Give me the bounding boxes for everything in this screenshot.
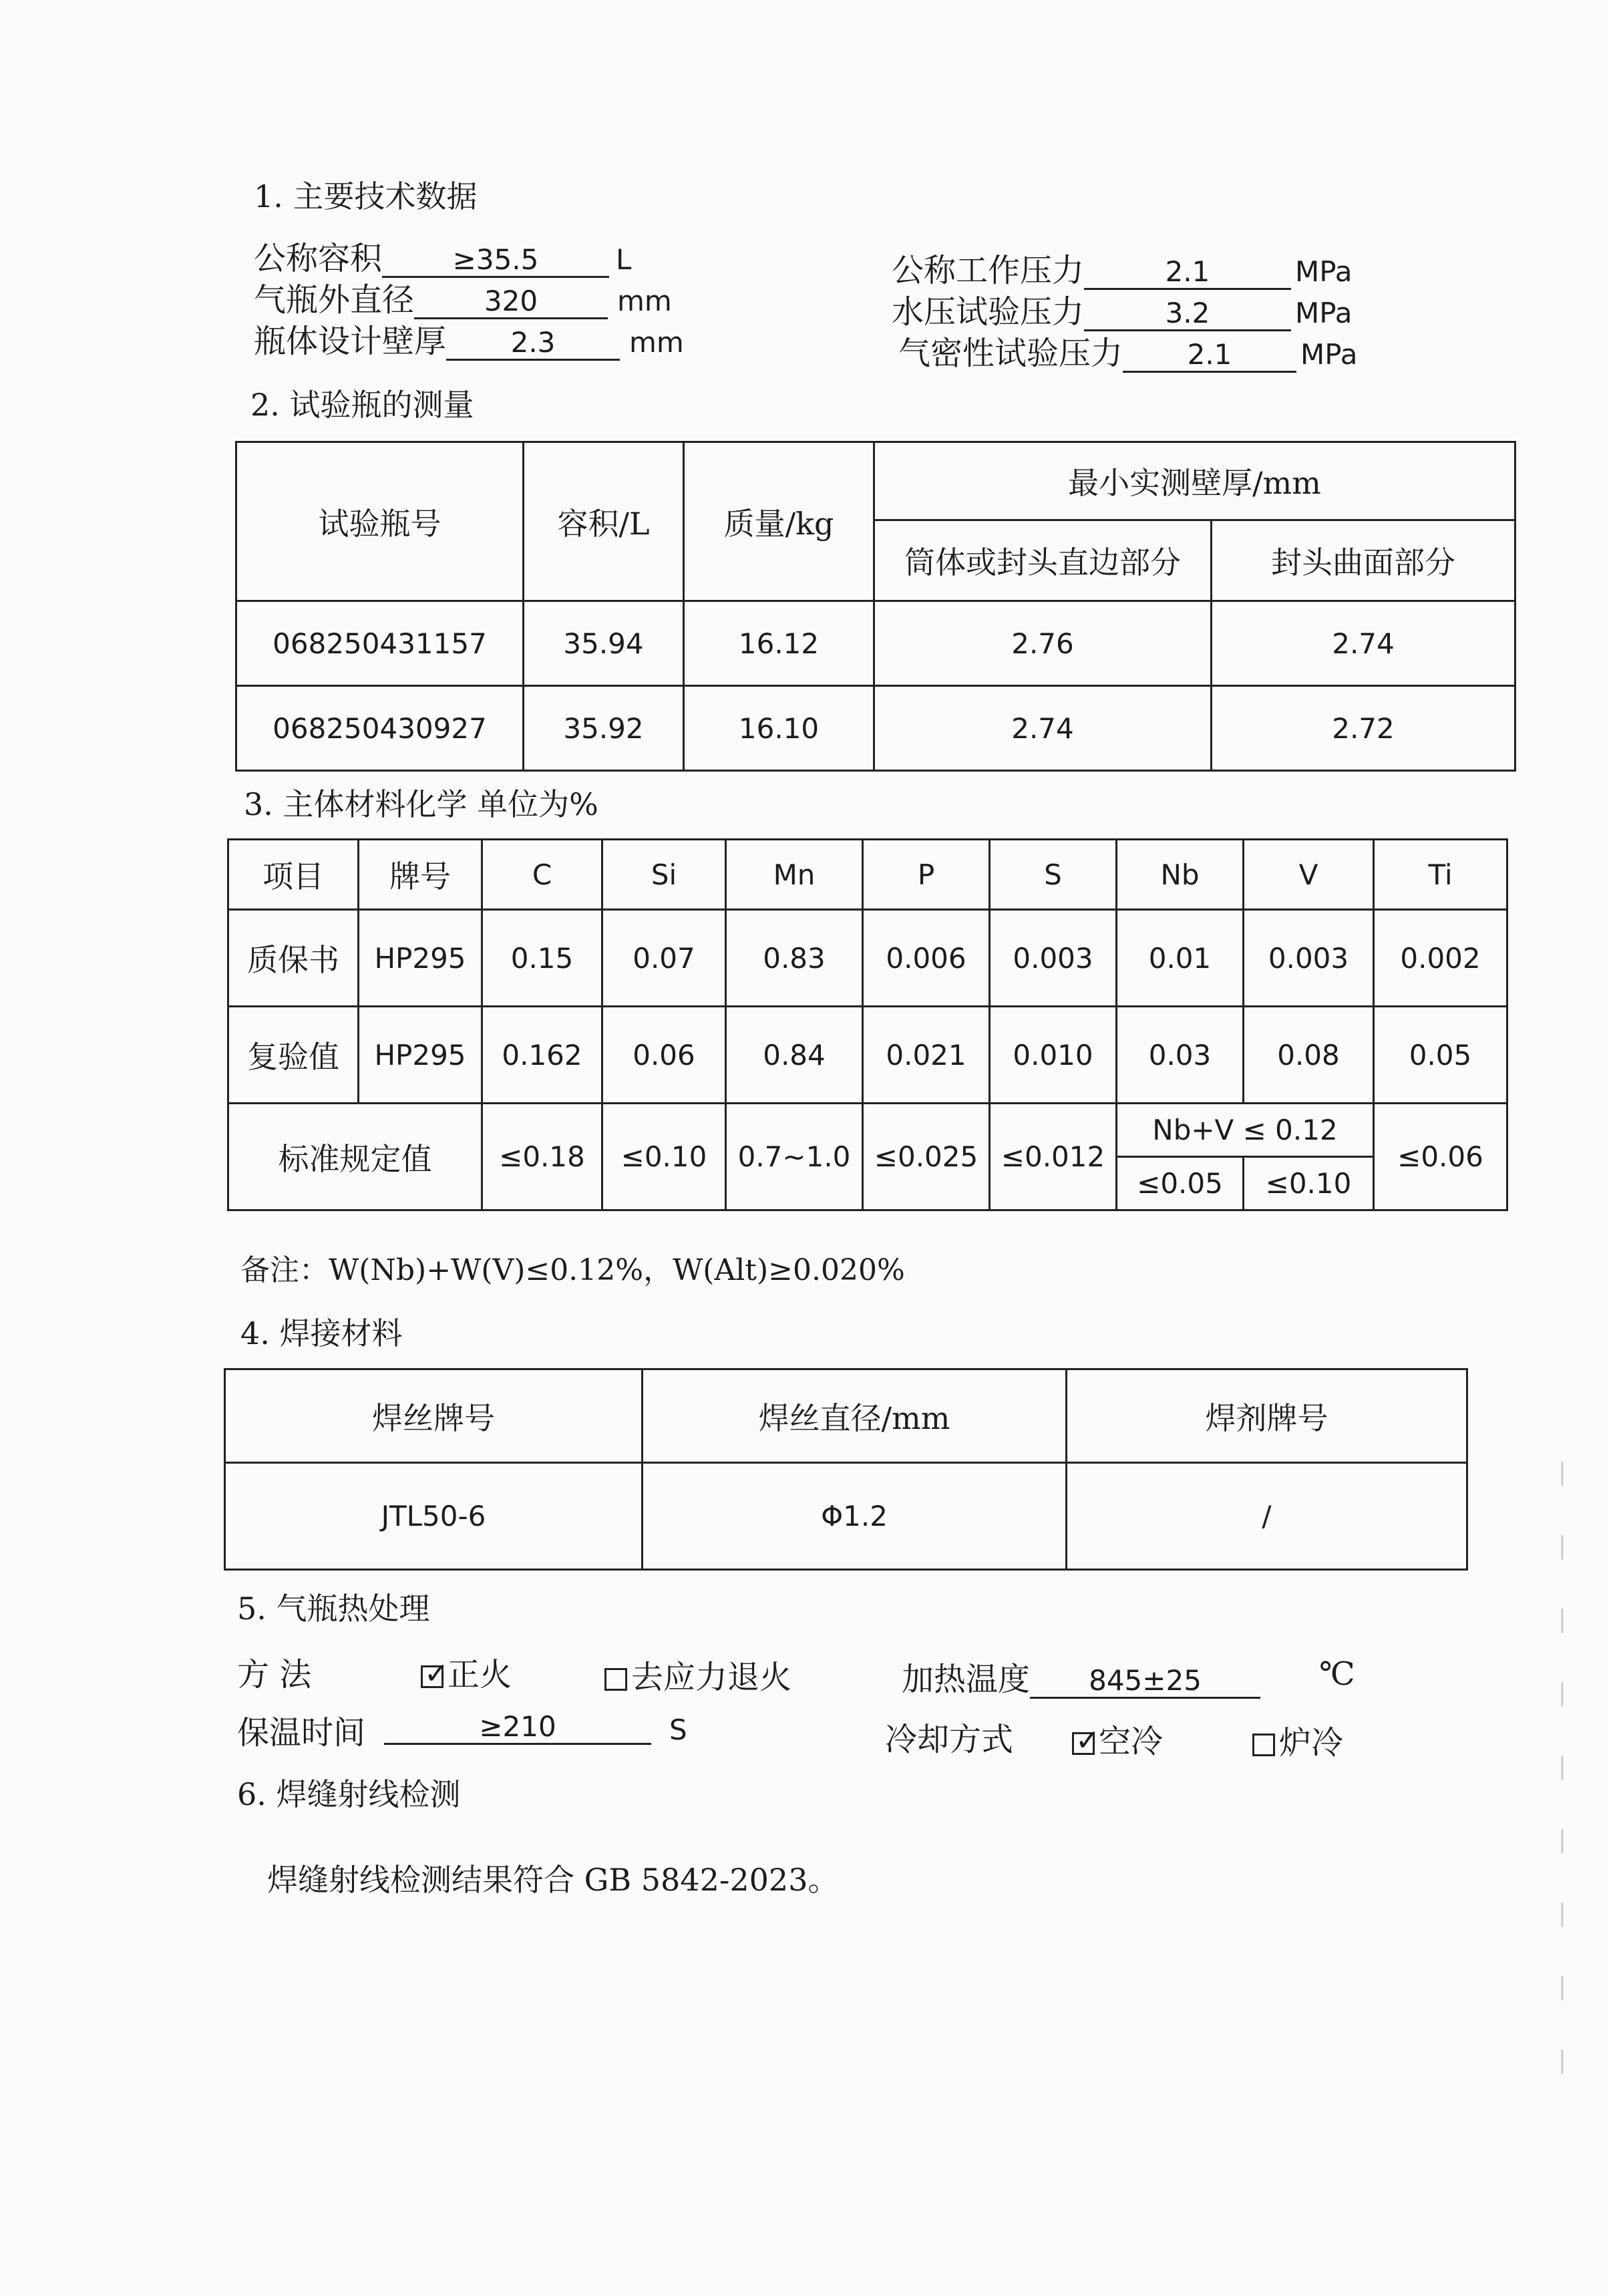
chemistry-note: 备注：W(Nb)+W(V)≤0.12%，W(Alt)≥0.020% — [240, 1253, 905, 1287]
cell-cylinder-wall: 2.74 — [874, 686, 1212, 771]
spec-unit: mm — [629, 326, 684, 359]
header-p: P — [863, 840, 990, 910]
chemistry-table — [227, 838, 1508, 1211]
cell-flux-grade: / — [1067, 1463, 1467, 1570]
spec-label: 气瓶外直径 — [254, 281, 415, 319]
spec-value: 2.1 — [1084, 255, 1291, 290]
spec-label: 气密性试验压力 — [898, 335, 1123, 372]
cell-std-ti: ≤0.06 — [1374, 1104, 1507, 1210]
heating-temp — [902, 1653, 1260, 1699]
cell-std-mn: 0.7~1.0 — [726, 1104, 863, 1210]
option-label: 炉冷 — [1279, 1724, 1344, 1762]
cell-standard-label: 标准规定值 — [228, 1104, 482, 1210]
hold-value: ≥210 — [384, 1710, 651, 1745]
spec-outer-diameter — [254, 274, 672, 320]
section-6-title: 6. 焊缝射线检测 — [237, 1776, 461, 1812]
section-1-title: 1. 主要技术数据 — [254, 178, 478, 214]
section-4-title: 4. 焊接材料 — [240, 1315, 403, 1351]
cell-head-wall: 2.72 — [1212, 686, 1515, 771]
table-row — [236, 601, 1515, 686]
option-normalize — [421, 1649, 512, 1695]
cell-wire-grade: JTL50-6 — [225, 1463, 643, 1570]
cell-s: 0.010 — [990, 1007, 1117, 1104]
header-grade: 牌号 — [359, 840, 482, 910]
checkbox-icon — [1252, 1734, 1275, 1756]
header-mass: 质量/kg — [684, 442, 874, 601]
cell-volume: 35.92 — [524, 686, 684, 771]
temp-unit: ℃ — [1319, 1655, 1355, 1693]
scan-bleed-marks: | | | | | | | | | — [1558, 1459, 1567, 2074]
hold-unit: S — [669, 1713, 687, 1746]
cell-std-p: ≤0.025 — [863, 1104, 990, 1210]
header-flux-grade: 焊剂牌号 — [1067, 1369, 1467, 1463]
cell-grade: HP295 — [359, 1007, 482, 1104]
header-wire-diameter: 焊丝直径/mm — [643, 1369, 1067, 1463]
method-label: 方 法 — [237, 1656, 312, 1693]
cell-mass: 16.12 — [684, 601, 874, 686]
option-label: 去应力退火 — [631, 1659, 792, 1696]
spec-label: 瓶体设计壁厚 — [254, 323, 447, 360]
cell-ti: 0.002 — [1374, 910, 1507, 1007]
header-volume: 容积/L — [524, 442, 684, 601]
checkbox-checked-icon — [1072, 1732, 1095, 1755]
spec-wall-thickness — [254, 315, 684, 361]
section-5-title: 5. 气瓶热处理 — [237, 1591, 430, 1627]
cell-std-v: ≤0.10 — [1244, 1157, 1374, 1210]
table-row — [236, 686, 1515, 771]
cell-si: 0.06 — [602, 1007, 726, 1104]
spec-value: 2.1 — [1123, 338, 1296, 373]
header-s: S — [990, 840, 1117, 910]
table-row — [225, 1463, 1467, 1570]
cell-std-nb: ≤0.05 — [1117, 1157, 1244, 1210]
table-row — [228, 910, 1507, 1007]
option-air-cool — [1072, 1715, 1163, 1762]
cell-p: 0.006 — [863, 910, 990, 1007]
cell-cylinder-wall: 2.76 — [874, 601, 1212, 686]
cooling-label: 冷却方式 — [885, 1721, 1014, 1758]
option-label: 空冷 — [1099, 1723, 1164, 1760]
spec-unit: L — [616, 243, 632, 276]
option-stress-relief — [604, 1651, 791, 1697]
header-item: 项目 — [228, 840, 359, 910]
spec-leak-pressure — [898, 327, 1357, 373]
cell-std-s: ≤0.012 — [990, 1104, 1117, 1210]
spec-label: 公称工作压力 — [892, 252, 1085, 289]
option-furnace-cool — [1252, 1717, 1343, 1763]
option-label: 正火 — [448, 1656, 512, 1693]
spec-label: 公称容积 — [254, 240, 383, 277]
spec-hydro-pressure — [892, 286, 1352, 332]
header-v: V — [1244, 840, 1374, 910]
temp-value: 845±25 — [1030, 1664, 1260, 1699]
header-wire-grade: 焊丝牌号 — [225, 1369, 643, 1463]
cell-nb: 0.03 — [1117, 1007, 1244, 1104]
checkbox-checked-icon — [421, 1665, 443, 1688]
section-2-title: 2. 试验瓶的测量 — [250, 387, 474, 423]
spec-unit: MPa — [1300, 338, 1358, 371]
cell-std-c: ≤0.18 — [482, 1104, 602, 1210]
temp-label: 加热温度 — [902, 1661, 1031, 1698]
table-row — [228, 1007, 1507, 1104]
cell-p: 0.021 — [863, 1007, 990, 1104]
cell-si: 0.07 — [602, 910, 726, 1007]
spec-unit: mm — [617, 285, 672, 317]
measurement-table — [235, 441, 1516, 772]
cell-std-nbv: Nb+V ≤ 0.12 — [1117, 1104, 1374, 1157]
cell-nb: 0.01 — [1117, 910, 1244, 1007]
header-nb: Nb — [1117, 840, 1244, 910]
spec-nominal-volume — [254, 232, 631, 279]
cell-v: 0.08 — [1244, 1007, 1374, 1104]
header-bottle-no: 试验瓶号 — [236, 442, 524, 601]
spec-working-pressure — [892, 244, 1352, 291]
cell-bottle-no: 068250431157 — [236, 601, 524, 686]
spec-label: 水压试验压力 — [892, 293, 1085, 331]
cell-mass: 16.10 — [684, 686, 874, 771]
header-cylinder-part: 筒体或封头直边部分 — [874, 520, 1212, 601]
header-min-wall: 最小实测壁厚/mm — [874, 442, 1515, 520]
cell-s: 0.003 — [990, 910, 1117, 1007]
cell-wire-diameter: Φ1.2 — [643, 1463, 1067, 1570]
welding-table — [224, 1368, 1468, 1571]
header-mn: Mn — [726, 840, 863, 910]
cell-mn: 0.83 — [726, 910, 863, 1007]
hold-label: 保温时间 — [237, 1714, 366, 1752]
section-3-title: 3. 主体材料化学 单位为% — [244, 786, 598, 822]
checkbox-icon — [604, 1668, 627, 1691]
header-head-part: 封头曲面部分 — [1212, 520, 1515, 601]
header-ti: Ti — [1374, 840, 1507, 910]
cell-bottle-no: 068250430927 — [236, 686, 524, 771]
cell-mn: 0.84 — [726, 1007, 863, 1104]
cell-grade: HP295 — [359, 910, 482, 1007]
cell-ti: 0.05 — [1374, 1007, 1507, 1104]
standard-row — [228, 1104, 1507, 1157]
spec-value: 320 — [414, 285, 608, 319]
spec-unit: MPa — [1295, 297, 1353, 329]
radiography-result: 焊缝射线检测结果符合 GB 5842-2023。 — [267, 1862, 839, 1898]
header-si: Si — [602, 840, 726, 910]
spec-unit: MPa — [1295, 255, 1353, 288]
cell-std-si: ≤0.10 — [602, 1104, 726, 1210]
spec-value: 3.2 — [1084, 297, 1291, 331]
cell-v: 0.003 — [1244, 910, 1374, 1007]
cell-c: 0.162 — [482, 1007, 602, 1104]
spec-value: 2.3 — [446, 326, 620, 361]
cell-c: 0.15 — [482, 910, 602, 1007]
cell-volume: 35.94 — [524, 601, 684, 686]
spec-value: ≥35.5 — [382, 243, 609, 278]
cell-item: 复验值 — [228, 1007, 359, 1104]
header-c: C — [482, 840, 602, 910]
cell-item: 质保书 — [228, 910, 359, 1007]
cell-head-wall: 2.74 — [1212, 601, 1515, 686]
